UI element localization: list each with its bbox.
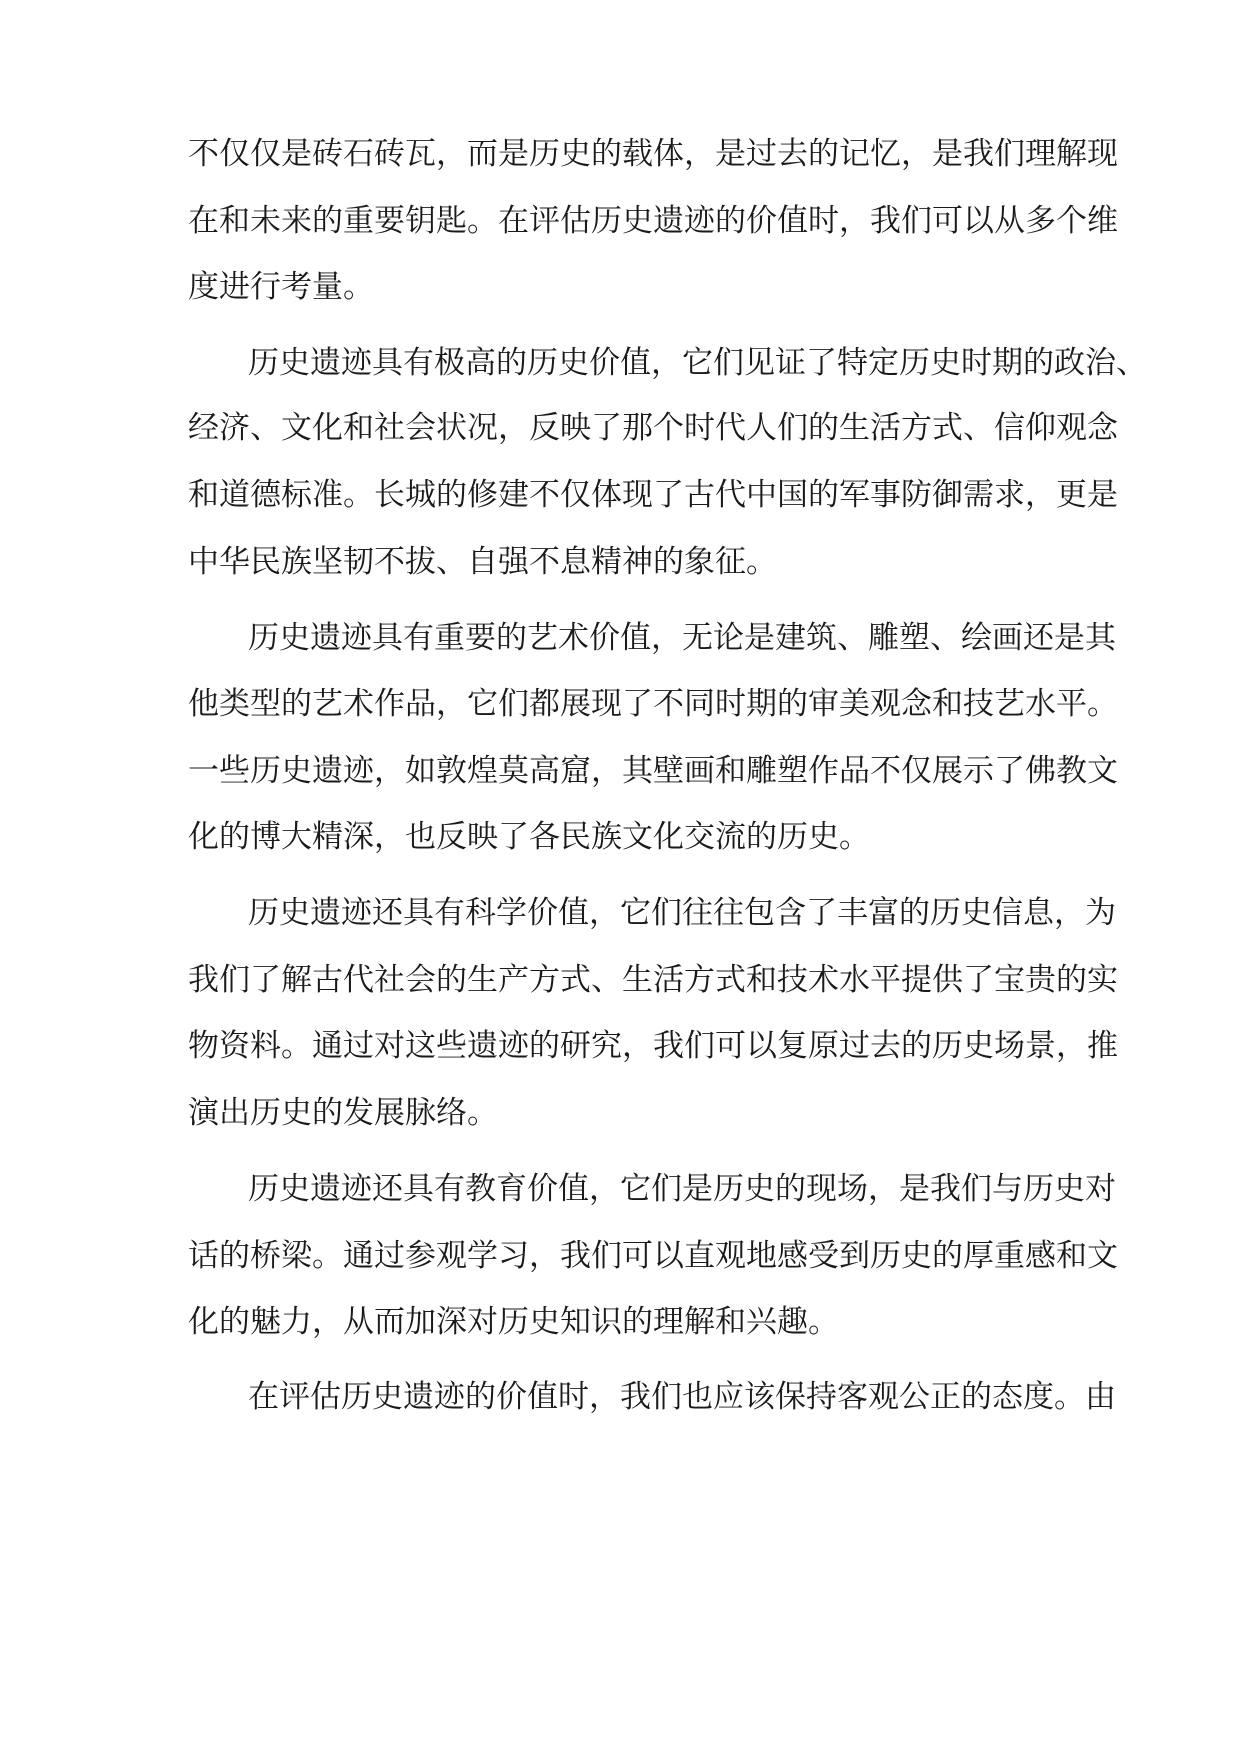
text-line: 化的魅力，从而加深对历史知识的理解和兴趣。 xyxy=(188,1304,839,1340)
text-line: 历史遗迹还具有科学价值，它们往往包含了丰富的历史信息，为 xyxy=(248,895,1116,931)
text-line: 在评估历史遗迹的价值时，我们也应该保持客观公正的态度。由 xyxy=(248,1379,1116,1415)
text-line: 中华民族坚韧不拔、自强不息精神的象征。 xyxy=(188,544,777,580)
text-line: 物资料。通过对这些遗迹的研究，我们可以复原过去的历史场景，推 xyxy=(188,1028,1118,1064)
text-line: 经济、文化和社会状况，反映了那个时代人们的生活方式、信仰观念 xyxy=(188,410,1118,446)
text-line: 化的博大精深，也反映了各民族文化交流的历史。 xyxy=(188,819,870,855)
text-line: 我们了解古代社会的生产方式、生活方式和技术水平提供了宝贵的实 xyxy=(188,962,1118,998)
text-line: 历史遗迹具有极高的历史价值，它们见证了特定历史时期的政治、 xyxy=(248,345,1147,381)
text-line: 演出历史的发展脉络。 xyxy=(188,1095,498,1131)
text-line: 历史遗迹具有重要的艺术价值，无论是建筑、雕塑、绘画还是其 xyxy=(248,620,1116,656)
text-line: 话的桥梁。通过参观学习，我们可以直观地感受到历史的厚重感和文 xyxy=(188,1238,1118,1274)
text-line: 和道德标准。长城的修建不仅体现了古代中国的军事防御需求，更是 xyxy=(188,477,1118,513)
text-line: 在和未来的重要钥匙。在评估历史遗迹的价值时，我们可以从多个维 xyxy=(188,203,1118,239)
text-line: 他类型的艺术作品，它们都展现了不同时期的审美观念和技艺水平。 xyxy=(188,686,1118,722)
text-line: 不仅仅是砖石砖瓦，而是历史的载体，是过去的记忆，是我们理解现 xyxy=(188,136,1118,172)
text-line: 度进行考量。 xyxy=(188,269,374,305)
text-line: 一些历史遗迹，如敦煌莫高窟，其壁画和雕塑作品不仅展示了佛教文 xyxy=(188,753,1118,789)
text-line: 历史遗迹还具有教育价值，它们是历史的现场，是我们与历史对 xyxy=(248,1171,1116,1207)
